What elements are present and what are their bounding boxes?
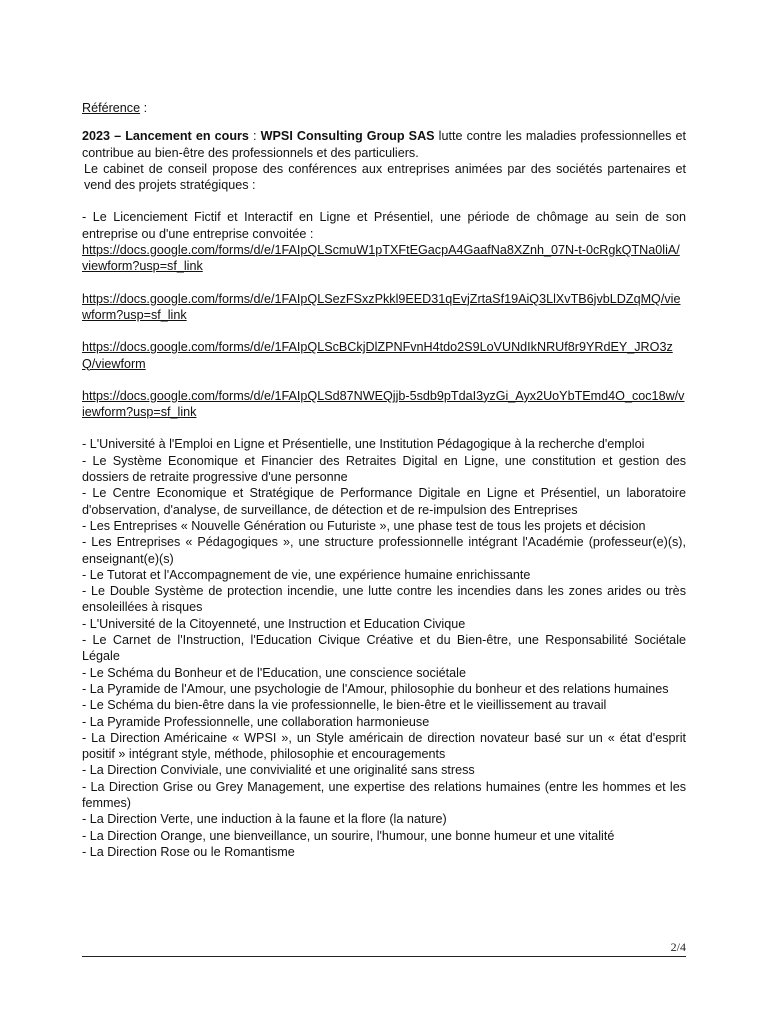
reference-heading: Référence xyxy=(82,101,141,115)
form-link-2[interactable]: https://docs.google.com/forms/d/e/1FAIpQLSezFSxzPkkl9EED31qEvjZrtaSf19AiQ3LlXvTB6jvbLDZqMQ/viewform?usp=sf_link xyxy=(82,291,681,322)
list-item: - Le Schéma du Bonheur et de l'Education, une conscience sociétale xyxy=(82,665,466,680)
list-item: - Les Entreprises « Nouvelle Génération ou Futuriste », une phase test de tous les projets et décision xyxy=(82,518,646,533)
reference-heading-line xyxy=(82,100,686,116)
list-item: - Le Centre Economique et Stratégique de Performance Digitale en Ligne et Présentiel, un laboratoire d'observation, d'analyse, de surveillance, de détection et de re-impulsion des Entreprises xyxy=(82,486,686,517)
intro-line-1 xyxy=(82,128,686,161)
list-item: - Le Système Economique et Financier des Retraites Digital en Ligne, une constitution et gestion des dossiers de retraite progressive d'une personne xyxy=(82,453,686,485)
list-item: - L'Université à l'Emploi en Ligne et Présentielle, une Institution Pédagogique à la recherche d'emploi xyxy=(82,437,645,452)
heading-colon: : xyxy=(140,101,148,115)
list-item: - La Direction Orange, une bienveillance, un sourire, l'humour, une bonne humeur et une vitalité xyxy=(82,828,615,843)
form-link-3[interactable]: https://docs.google.com/forms/d/e/1FAIpQLScBCkjDlZPNFvnH4tdo2S9LoVUNdIkNRUf8r9YRdEY_JRO3zQ/viewform xyxy=(82,340,673,371)
list-item: - La Direction Américaine « WPSI », un Style américain de direction novateur basé sur un « état d'esprit positif » intégrant style, méthode, philosophie et encouragements xyxy=(82,730,686,762)
intro-year: 2023 – Lancement en cours xyxy=(82,129,249,144)
list-item: - L'Université de la Citoyenneté, une Instruction et Education Civique xyxy=(82,616,466,631)
list-item: - La Direction Rose ou le Romantisme xyxy=(82,844,295,859)
footer-divider xyxy=(82,956,686,957)
list-item: - La Pyramide de l'Amour, une psychologie de l'Amour, philosophie du bonheur et des relations humaines xyxy=(82,681,669,696)
document-page xyxy=(82,100,686,860)
list-item: - Le Double Système de protection incendie, une lutte contre les incendies dans les zones arides ou très ensoleillées à risques xyxy=(82,584,686,615)
first-item: - Le Licenciement Fictif et Interactif en Ligne et Présentiel, une période de chômage au sein de son entreprise ou d'une entreprise convoitée : xyxy=(82,210,686,241)
project-list xyxy=(82,436,686,860)
intro-line-2: Le cabinet de conseil propose des conférences aux entreprises animées par des sociétés partenaires et vend des projets stratégiques : xyxy=(84,161,686,193)
intro-company: WPSI Consulting Group SAS xyxy=(260,129,435,144)
page-number: 2/4 xyxy=(670,940,686,954)
intro-rest: lutte contre les maladies professionnelles et contribue au bien-être des professionnels et des particuliers. xyxy=(82,129,687,160)
list-item: - Le Carnet de l'Instruction, l'Education Civique Créative et du Bien-être, une Responsabilité Sociétale Légale xyxy=(82,633,686,664)
link-block-4 xyxy=(82,388,686,421)
link-block-3 xyxy=(82,339,686,372)
list-item: - La Direction Conviviale, une convivialité et une originalité sans stress xyxy=(82,763,475,778)
list-item: - Le Schéma du bien-être dans la vie professionnelle, le bien-être et le vieillissement au travail xyxy=(82,698,607,713)
link-block-1 xyxy=(82,242,686,275)
list-item: - Le Tutorat et l'Accompagnement de vie, une expérience humaine enrichissante xyxy=(82,567,531,582)
link-block-2 xyxy=(82,291,686,324)
list-item: - Les Entreprises « Pédagogiques », une structure professionnelle intégrant l'Académie (professeur(e)(s), enseignant(e)(s) xyxy=(82,535,686,566)
intro-paragraph xyxy=(82,128,686,193)
form-link-1[interactable]: https://docs.google.com/forms/d/e/1FAIpQLScmuW1pTXFtEGacpA4GaafNa8XZnh_07N-t-0cRgkQTNa0liA/viewform?usp=sf_link xyxy=(82,243,680,274)
list-item: - La Pyramide Professionnelle, une collaboration harmonieuse xyxy=(82,714,430,729)
intro-sep: : xyxy=(248,129,261,144)
list-item: - La Direction Verte, une induction à la faune et la flore (la nature) xyxy=(82,812,447,827)
list-item: - La Direction Grise ou Grey Management, une expertise des relations humaines (entre les hommes et les femmes) xyxy=(82,779,686,810)
form-link-4[interactable]: https://docs.google.com/forms/d/e/1FAIpQLSd87NWEQjjb-5sdb9pTdaI3yzGi_Ayx2UoYbTEmd4O_coc18w/viewform?usp=sf_link xyxy=(82,388,685,420)
